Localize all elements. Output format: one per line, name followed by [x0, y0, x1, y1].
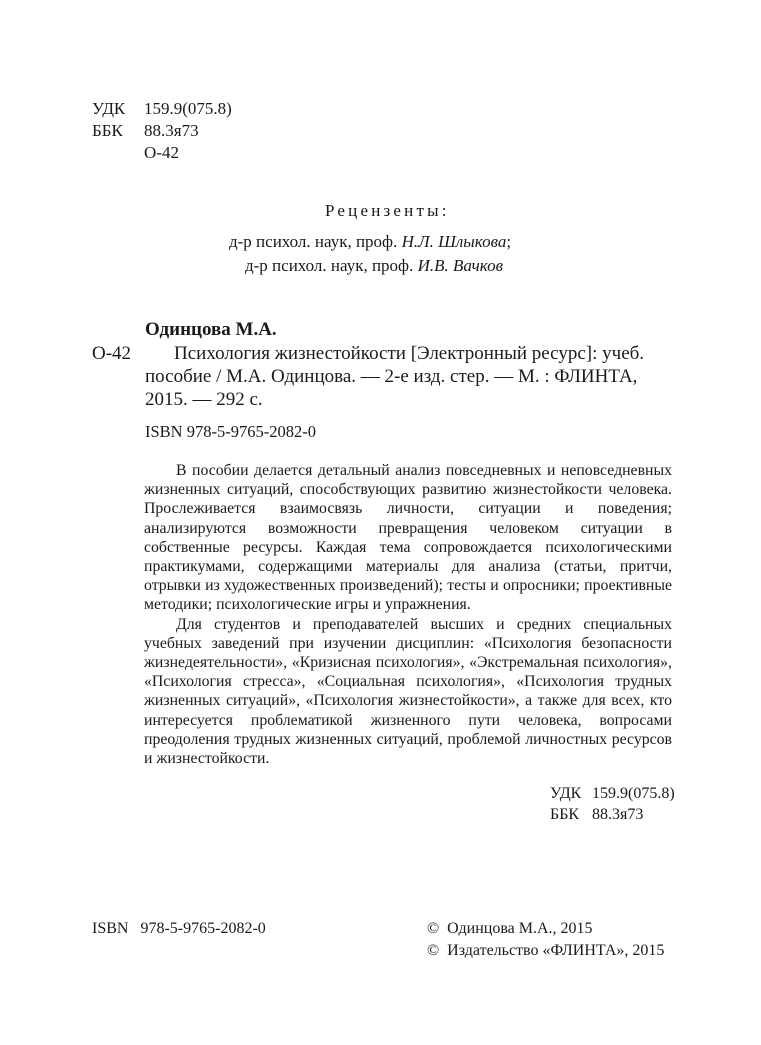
book-title-line-1: Психология жизнестойкости [Электронный ресурс]: учеб. [174, 343, 645, 364]
udk-label: УДК [92, 99, 126, 118]
reviewer-2 [245, 256, 503, 276]
bbk-value-bottom: 88.3я73 [592, 806, 644, 823]
isbn-main: ISBN 978-5-9765-2082-0 [145, 422, 316, 441]
abstract-paragraph-1: В пособии делается детальный анализ повседневных и неповседневных жизненных ситуаций, способствующих развитию жизнестойкости человека. Прослеживается взаимосвязь личности, ситуации и поведения; анализируются возможности превращения человеком ситуации в собственные ресурсы. Каждая тема сопровождается психологическими практикумами, содержащими материалы для анализа (статьи, притчи, отрывки из художественных произведений); тесты и опросники; проективные методики; психологические игры и упражнения. [144, 462, 672, 614]
book-title-line-3: 2015. — 292 с. [145, 389, 263, 410]
reviewers-title: Рецензенты: [325, 201, 450, 220]
author-name: Одинцова М.А. [145, 319, 277, 340]
author-code: О-42 [92, 343, 132, 364]
reviewer-1 [229, 232, 511, 252]
abstract-paragraph-2: Для студентов и преподавателей высших и средних специальных учебных заведений при изучении дисциплин: «Психология безопасности жизнедеятельности», «Кризисная психология», «Экстремальная психология», «Психология стресса», «Социальная психология», «Психология трудных жизненных ситуаций», «Психология жизнестойкости», а также для всех, кто интересуется проблематикой жизненного пути человека, вопросами преодоления трудных жизненных ситуаций, проблемой личностных ресурсов и жизнестойкости. [144, 615, 672, 768]
classification-codes-bottom [550, 783, 675, 825]
abstract [144, 461, 672, 768]
copyright-publisher: © Издательство «ФЛИНТА», 2015 [427, 942, 665, 959]
bbk-label-bottom: ББК [550, 806, 580, 823]
reviewer-2-name: И.В. Вачков [417, 256, 503, 275]
isbn-footer: ISBN 978-5-9765-2082-0 [92, 920, 266, 937]
bbk-value: 88.3я73 [144, 121, 199, 140]
author-mark: О-42 [144, 143, 179, 162]
classification-codes-top [92, 98, 232, 164]
reviewer-1-name: Н.Л. Шлыкова [401, 232, 507, 251]
udk-value-bottom: 159.9(075.8) [592, 785, 675, 802]
reviewer-2-degree: д-р психол. наук, проф. [245, 256, 418, 275]
copyright-author: © Одинцова М.А., 2015 [427, 920, 593, 937]
reviewer-1-degree: д-р психол. наук, проф. [229, 232, 402, 251]
bbk-label: ББК [92, 121, 123, 140]
udk-label-bottom: УДК [550, 785, 582, 802]
book-title-line-2: пособие / М.А. Одинцова. — 2-е изд. стер. — М. : ФЛИНТА, [145, 366, 638, 387]
udk-value: 159.9(075.8) [144, 99, 232, 118]
reviewer-1-suffix: ; [506, 232, 512, 251]
